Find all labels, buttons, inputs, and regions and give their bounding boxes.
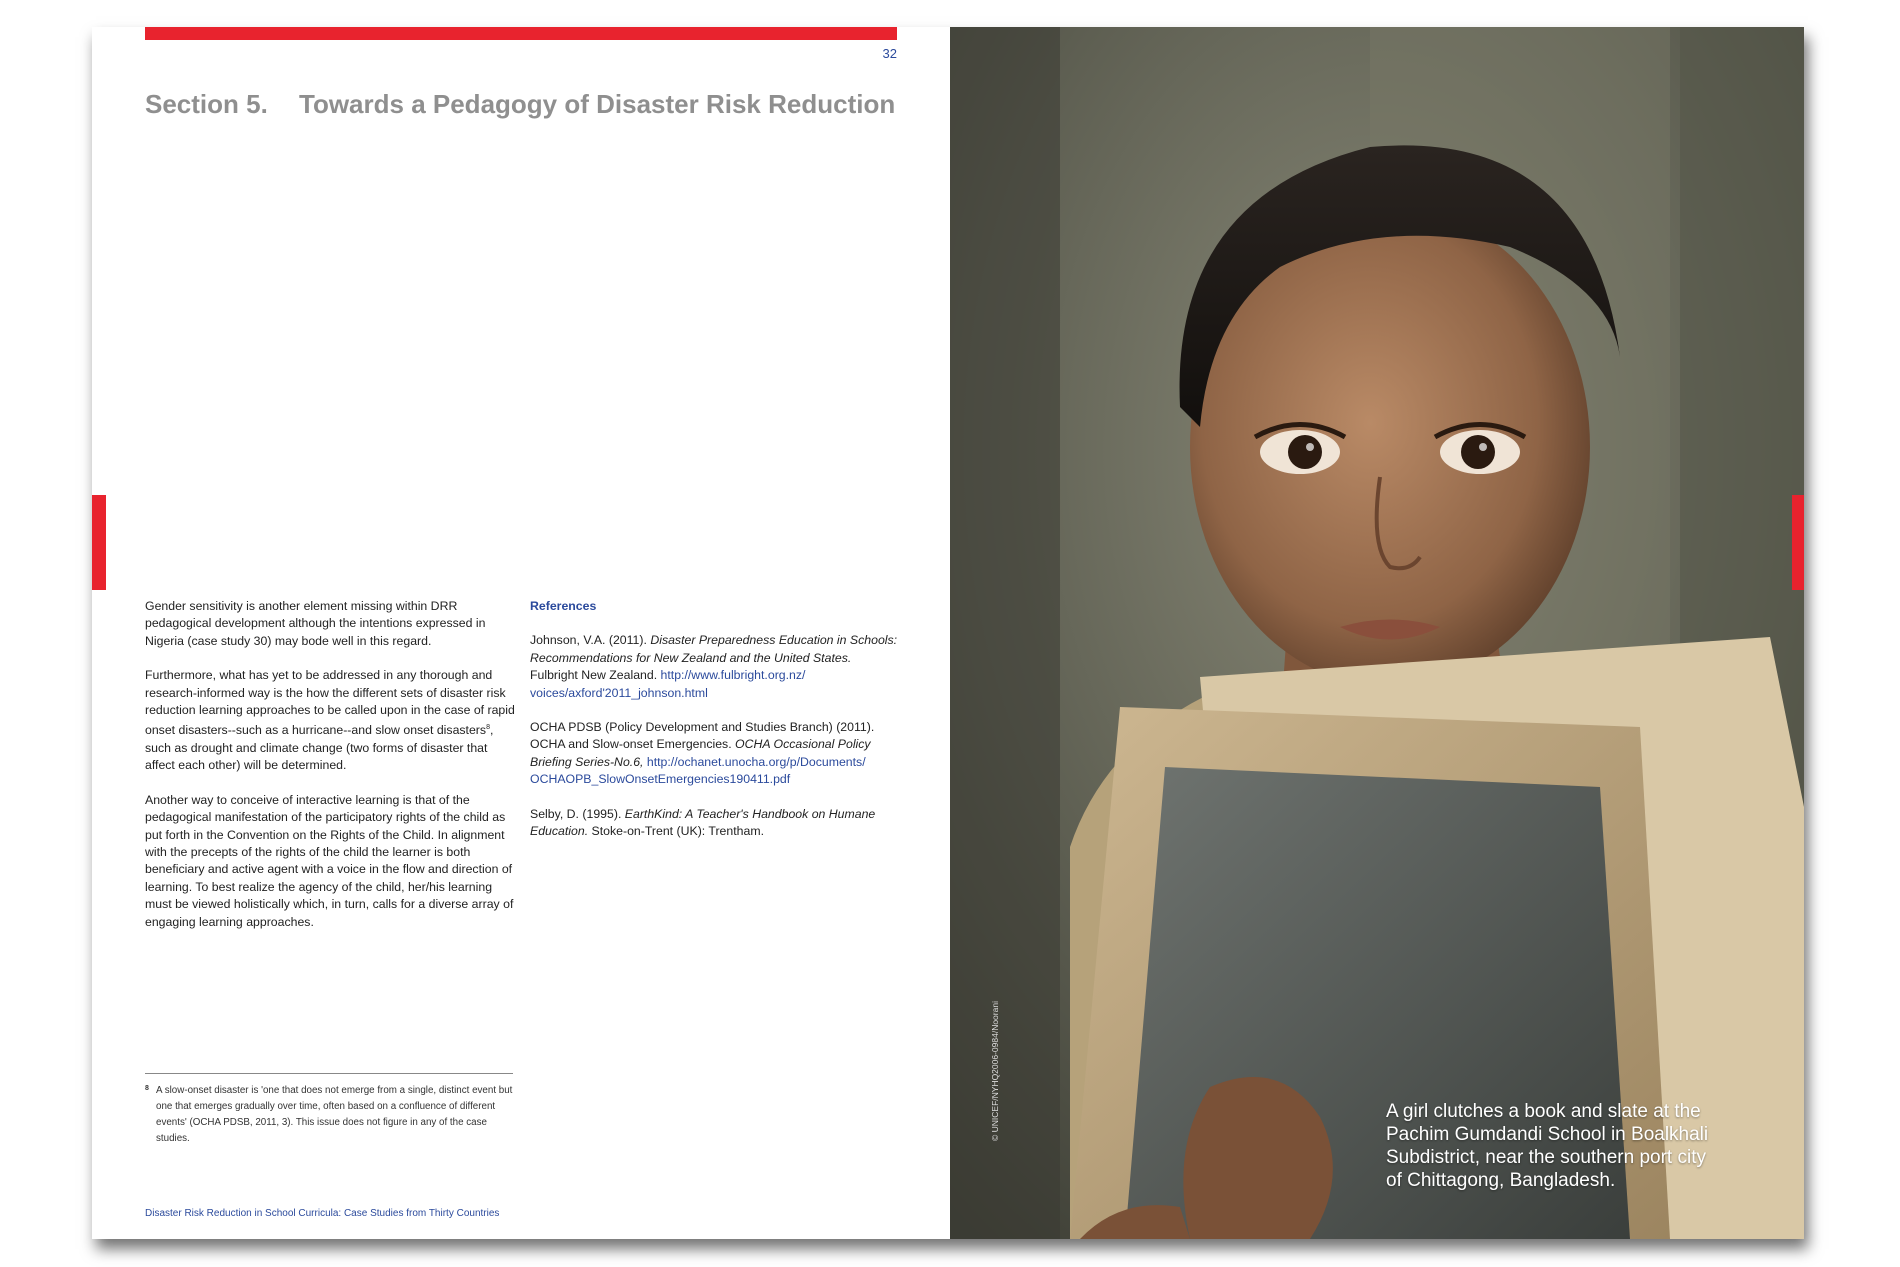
page-number: 32 bbox=[882, 46, 897, 61]
running-footer: Disaster Risk Reduction in School Curricula: Case Studies from Thirty Countries bbox=[145, 1208, 500, 1219]
footnote-text: A slow-onset disaster is 'one that does not emerge from a single, distinct event but one that emerges gradually over time, often based on a confluence of different events' (OCHA PDSB, 2011, 3). This issue does not figure in any of the case studies. bbox=[156, 1085, 513, 1144]
body-paragraph: Furthermore, what has yet to be addressed in any thorough and research-informed way is the how the different sets of disaster risk reduction learning approaches to be called upon in the case of rapid onset disasters--such as a hurricane--and slow onset disasters$^8$, such as drought and climate change (two forms of disaster that affect each other) will be determined. bbox=[145, 668, 515, 773]
section-heading bbox=[145, 89, 895, 120]
footnote-rule bbox=[145, 1073, 513, 1074]
reference-link[interactable]: http://www.fulbright.org.nz/ voices/axford'2011_johnson.html bbox=[530, 668, 806, 700]
reference-item: Selby, D. (1995). EarthKind: A Teacher's Handbook on Humane Education. Stoke-on-Trent (UK): Trentham. bbox=[530, 806, 876, 839]
photo bbox=[950, 27, 1804, 1239]
footnote-mark: 8 bbox=[145, 1085, 149, 1092]
references-column bbox=[530, 598, 900, 857]
reference-link[interactable]: http://ochanet.unocha.org/p/Documents/ OCHAOPB_SlowOnsetEmergencies190411.pdf bbox=[530, 754, 866, 787]
section-number: Section 5. bbox=[145, 89, 268, 119]
photo-caption: A girl clutches a book and slate at the Pachim Gumdandi School in Boalkhali Subdistrict, near the southern port city of Chittagong, Bangladesh. bbox=[1386, 1101, 1709, 1191]
body-paragraph: Gender sensitivity is another element missing within DRR pedagogical development although the intentions expressed in Nigeria (case study 30) may bode well in this regard. bbox=[145, 599, 486, 648]
footnote bbox=[145, 1083, 515, 1147]
section-title: Towards a Pedagogy of Disaster Risk Reduction bbox=[299, 89, 896, 119]
references-heading: References bbox=[530, 599, 597, 613]
footnote-reference[interactable]: 8 bbox=[486, 724, 490, 732]
right-edge-tab bbox=[1792, 495, 1804, 590]
girl-with-slate-photo bbox=[950, 27, 1804, 1239]
red-top-bar bbox=[145, 27, 897, 40]
body-text-column bbox=[145, 598, 519, 948]
reference-item: OCHA PDSB (Policy Development and Studies Branch) (2011). OCHA and Slow-onset Emergencies. OCHA Occasional Policy Briefing Series-No.6, http://ochanet.unocha.org/p/Documents/ OCHAOPB_SlowOnsetEmergencies190411.pdf bbox=[530, 720, 875, 787]
photo-credit: © UNICEF/NYHQ2006-0984/Noorani bbox=[990, 1001, 1000, 1141]
left-edge-tab bbox=[92, 495, 106, 590]
reference-item: Johnson, V.A. (2011). Disaster Preparedness Education in Schools: Recommendations for New Zealand and the United States. Fulbright New Zealand. http://www.fulbright.org.nz/ voices/axford'2011_johnson.html bbox=[530, 633, 898, 700]
body-paragraph: Another way to conceive of interactive learning is that of the pedagogical manifestation of the participatory rights of the child as put forth in the Convention on the Rights of the Child. In alignment with the precepts of the rights of the child the learner is both beneficiary and active agent with a voice in the flow and direction of learning. To best realize the agency of the child, her/his learning must be viewed holistically which, in turn, calls for a diverse array of engaging learning approaches. bbox=[145, 792, 514, 929]
